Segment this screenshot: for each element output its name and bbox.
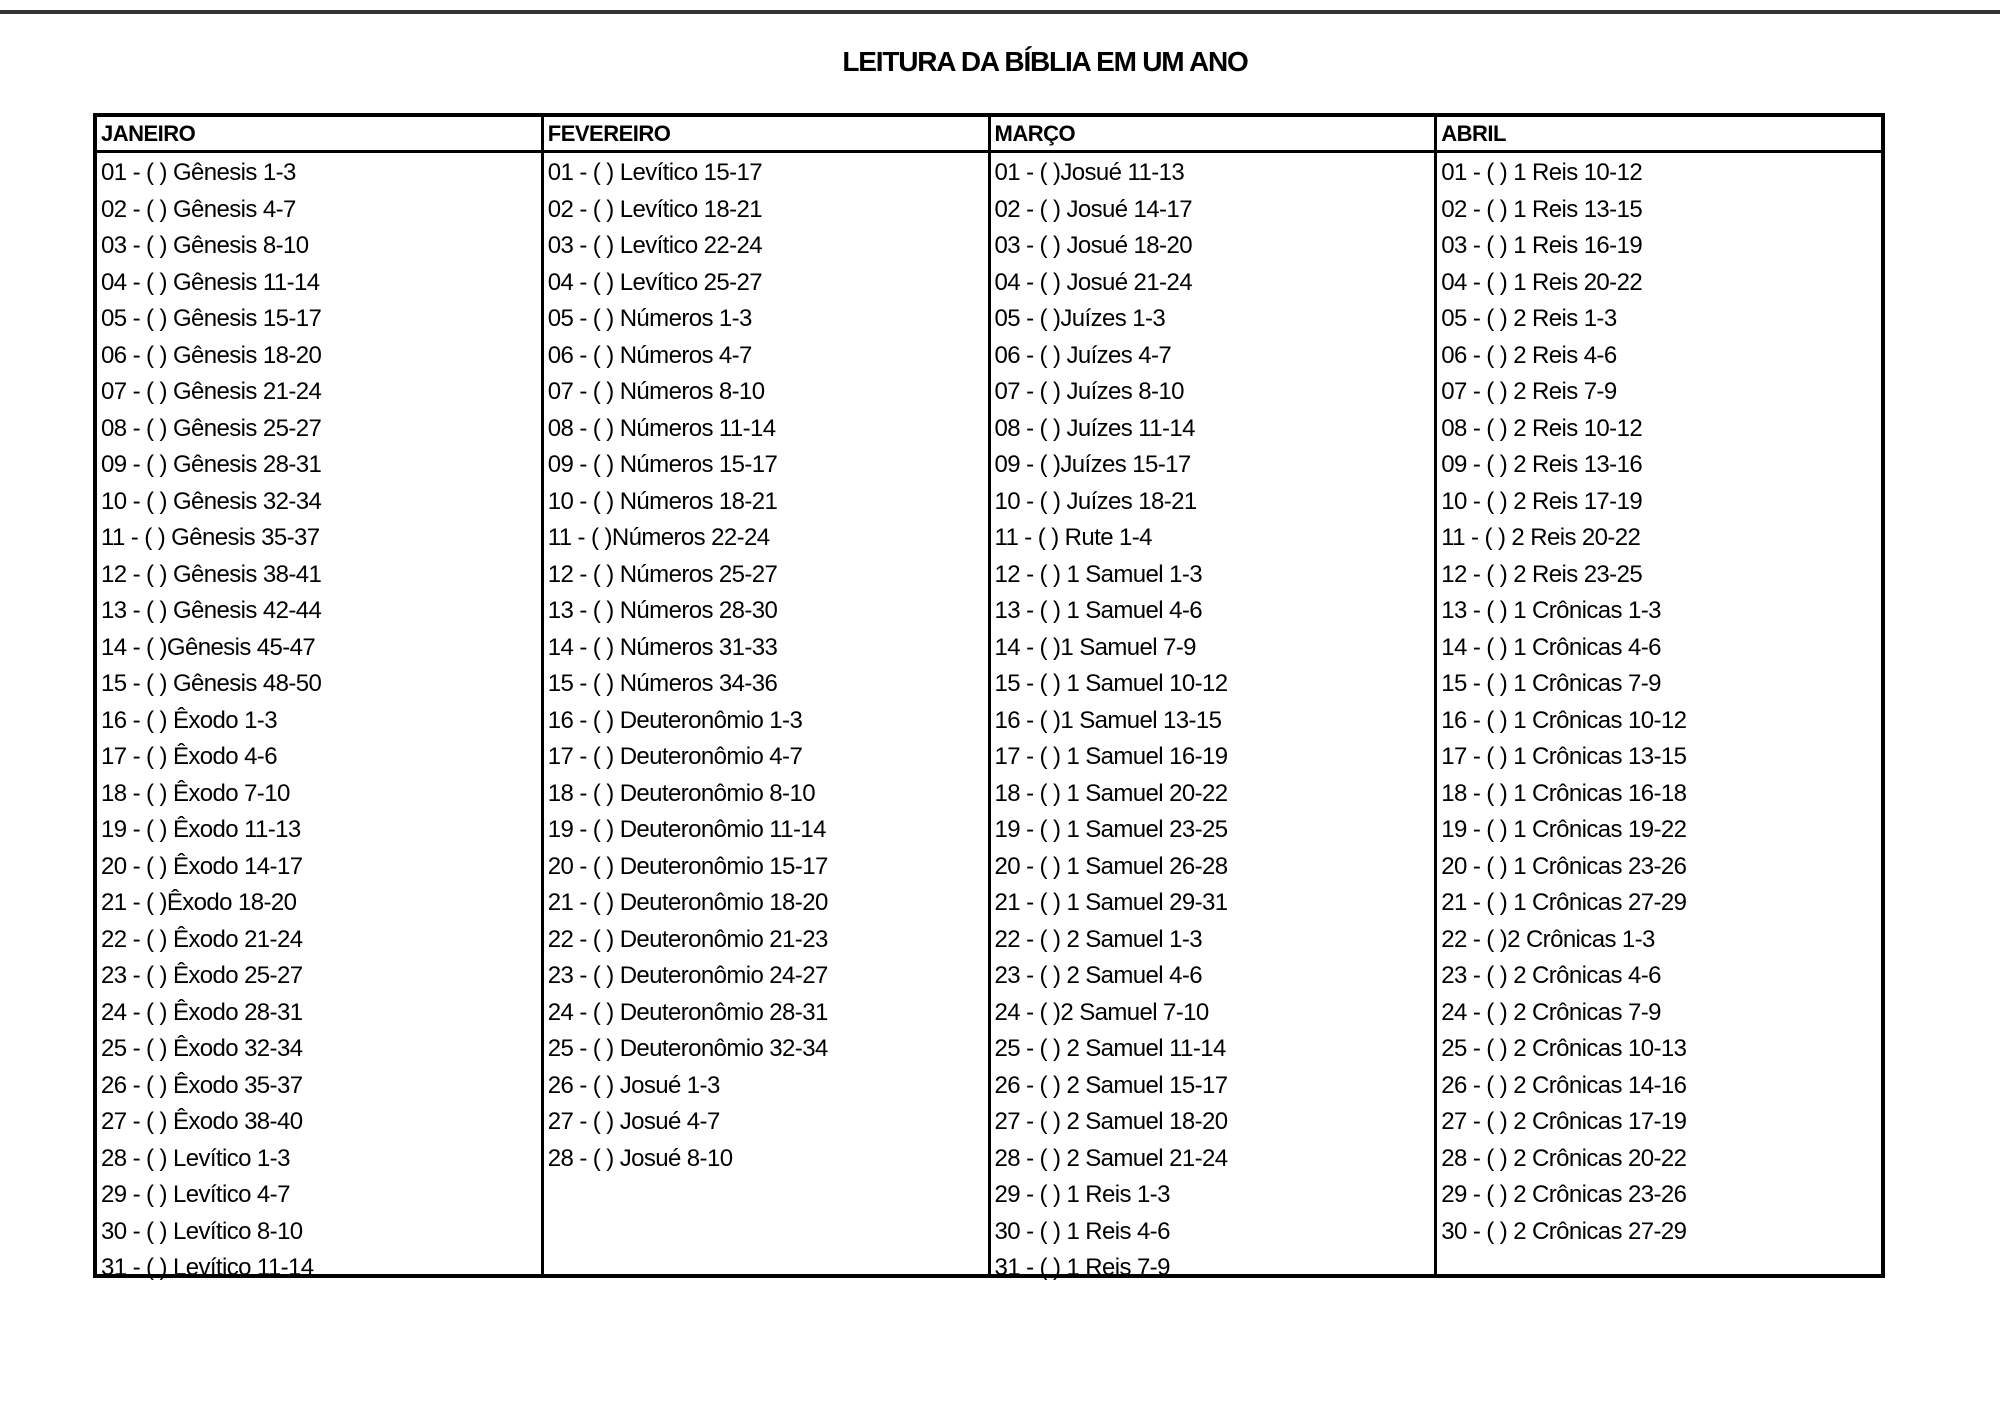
reading-entry: 23 - ( ) Êxodo 25-27 [101, 962, 303, 989]
reading-entry: 08 - ( ) Gênesis 25-27 [101, 414, 322, 442]
reading-entry: 22 - ( ) Êxodo 21-24 [101, 925, 303, 953]
reading-entry: 18 - ( ) 1 Samuel 20-22 [994, 779, 1228, 807]
reading-entry: 18 - ( ) Deuteronômio 8-10 [547, 779, 815, 807]
reading-entry: 29 - ( ) 1 Reis 1-3 [994, 1181, 1170, 1208]
reading-entry: 15 - ( ) Números 34-36 [547, 670, 778, 697]
reading-entry: 17 - ( ) 1 Samuel 16-19 [994, 743, 1228, 770]
reading-entry: 14 - ( )Gênesis 45-47 [101, 633, 316, 661]
reading-entry: 30 - ( ) 2 Crônicas 27-29 [1441, 1217, 1687, 1245]
reading-entry: 09 - ( )Juízes 15-17 [994, 451, 1191, 478]
reading-entry: 18 - ( ) 1 Crônicas 16-18 [1441, 779, 1687, 807]
reading-entry: 11 - ( ) 2 Reis 20-22 [1441, 524, 1641, 551]
reading-entry: 02 - ( ) 1 Reis 13-15 [1441, 195, 1643, 223]
reading-entry: 12 - ( ) Números 25-27 [547, 560, 778, 588]
reading-entry: 14 - ( ) 1 Crônicas 4-6 [1441, 633, 1661, 661]
reading-entry: 03 - ( ) 1 Reis 16-19 [1441, 232, 1643, 259]
reading-entry: 07 - ( ) 2 Reis 7-9 [1441, 378, 1617, 405]
reading-entry: 27 - ( ) 2 Samuel 18-20 [994, 1108, 1228, 1135]
reading-entry: 13 - ( ) Gênesis 42-44 [101, 597, 322, 624]
reading-entry: 12 - ( ) Gênesis 38-41 [101, 560, 322, 588]
reading-entry: 10 - ( ) Gênesis 32-34 [101, 487, 322, 515]
reading-entry: 01 - ( ) 1 Reis 10-12 [1441, 159, 1643, 186]
reading-plan-table [93, 113, 1885, 1281]
reading-entry: 25 - ( ) Deuteronômio 32-34 [547, 1035, 828, 1062]
reading-entry: 04 - ( ) Gênesis 11-14 [101, 268, 320, 296]
reading-entry: 09 - ( ) Gênesis 28-31 [101, 451, 322, 478]
reading-entry: 07 - ( ) Números 8-10 [547, 378, 765, 405]
reading-entry: 24 - ( ) Deuteronômio 28-31 [547, 998, 828, 1026]
reading-entry: 08 - ( ) Juízes 11-14 [994, 414, 1195, 442]
reading-entry: 22 - ( )2 Crônicas 1-3 [1441, 925, 1655, 953]
reading-entry: 25 - ( ) 2 Samuel 11-14 [994, 1035, 1226, 1062]
month-header: JANEIRO [97, 117, 541, 153]
reading-entry: 21 - ( ) 1 Crônicas 27-29 [1441, 889, 1687, 916]
month-column-fevereiro [544, 117, 991, 1274]
reading-entry: 09 - ( ) Números 15-17 [547, 451, 778, 478]
reading-entry: 19 - ( ) Êxodo 11-13 [101, 816, 301, 843]
reading-entry: 28 - ( ) Levítico 1-3 [101, 1144, 290, 1172]
reading-entry: 08 - ( ) 2 Reis 10-12 [1441, 414, 1643, 442]
reading-entry: 23 - ( ) Deuteronômio 24-27 [547, 962, 828, 989]
reading-entry: 08 - ( ) Números 11-14 [547, 414, 776, 442]
month-entries [97, 153, 541, 1287]
reading-entry: 21 - ( )Êxodo 18-20 [101, 889, 297, 916]
reading-entry: 10 - ( ) 2 Reis 17-19 [1441, 487, 1643, 515]
reading-entry: 20 - ( ) Deuteronômio 15-17 [547, 852, 828, 880]
month-column-janeiro [97, 117, 544, 1281]
reading-entry: 11 - ( ) Gênesis 35-37 [101, 524, 320, 551]
reading-entry: 13 - ( ) 1 Crônicas 1-3 [1441, 597, 1661, 624]
reading-entry: 06 - ( ) Juízes 4-7 [994, 341, 1172, 369]
reading-entry: 09 - ( ) 2 Reis 13-16 [1441, 451, 1643, 478]
reading-entry: 06 - ( ) Números 4-7 [547, 341, 752, 369]
reading-entry: 19 - ( ) 1 Crônicas 19-22 [1441, 816, 1687, 843]
month-entries [544, 153, 988, 1177]
reading-entry: 24 - ( )2 Samuel 7-10 [994, 998, 1209, 1026]
reading-entry: 17 - ( ) Êxodo 4-6 [101, 743, 277, 770]
reading-entry: 17 - ( ) Deuteronômio 4-7 [547, 743, 803, 770]
reading-entry: 28 - ( ) 2 Crônicas 20-22 [1441, 1144, 1687, 1172]
month-header: ABRIL [1437, 117, 1881, 153]
reading-entry: 03 - ( ) Josué 18-20 [994, 232, 1192, 259]
reading-entry: 12 - ( ) 2 Reis 23-25 [1441, 560, 1643, 588]
reading-entry: 20 - ( ) 1 Samuel 26-28 [994, 852, 1228, 880]
reading-entry: 02 - ( ) Levítico 18-21 [547, 195, 763, 223]
reading-entry: 15 - ( ) 1 Crônicas 7-9 [1441, 670, 1661, 697]
reading-entry: 19 - ( ) Deuteronômio 11-14 [547, 816, 826, 843]
reading-entry: 27 - ( ) Josué 4-7 [547, 1108, 720, 1135]
reading-entry: 21 - ( ) 1 Samuel 29-31 [994, 889, 1228, 916]
month-entries [991, 153, 1435, 1287]
reading-entry: 25 - ( ) Êxodo 32-34 [101, 1035, 303, 1062]
month-entries [1437, 153, 1881, 1250]
reading-entry: 05 - ( ) Gênesis 15-17 [101, 305, 322, 332]
reading-entry: 31 - ( ) Levítico 11-14 [101, 1254, 314, 1281]
reading-entry: 26 - ( ) Josué 1-3 [547, 1071, 720, 1099]
reading-entry: 21 - ( ) Deuteronômio 18-20 [547, 889, 828, 916]
reading-entry: 14 - ( )1 Samuel 7-9 [994, 633, 1196, 661]
reading-entry: 06 - ( ) Gênesis 18-20 [101, 341, 322, 369]
reading-entry: 11 - ( )Números 22-24 [547, 524, 770, 551]
reading-entry: 15 - ( ) Gênesis 48-50 [101, 670, 322, 697]
month-column-marco [991, 117, 1438, 1281]
reading-entry: 01 - ( ) Gênesis 1-3 [101, 159, 296, 186]
reading-entry: 20 - ( ) Êxodo 14-17 [101, 852, 303, 880]
document-title: LEITURA DA BÍBLIA EM UM ANO [842, 46, 1248, 77]
reading-entry: 13 - ( ) 1 Samuel 4-6 [994, 597, 1202, 624]
reading-entry: 27 - ( ) Êxodo 38-40 [101, 1108, 303, 1135]
reading-entry: 11 - ( ) Rute 1-4 [994, 524, 1152, 551]
reading-entry: 05 - ( )Juízes 1-3 [994, 305, 1166, 332]
reading-entry: 28 - ( ) Josué 8-10 [547, 1144, 733, 1172]
reading-entry: 23 - ( ) 2 Samuel 4-6 [994, 962, 1202, 989]
reading-entry: 16 - ( ) Êxodo 1-3 [101, 706, 277, 734]
reading-entry: 10 - ( ) Juízes 18-21 [994, 487, 1197, 515]
reading-entry: 06 - ( ) 2 Reis 4-6 [1441, 341, 1617, 369]
reading-entry: 04 - ( ) 1 Reis 20-22 [1441, 268, 1643, 296]
reading-entry: 24 - ( ) 2 Crônicas 7-9 [1441, 998, 1661, 1026]
reading-entry: 07 - ( ) Gênesis 21-24 [101, 378, 322, 405]
month-header: MARÇO [991, 117, 1435, 153]
month-header: FEVEREIRO [544, 117, 988, 153]
reading-entry: 26 - ( ) 2 Samuel 15-17 [994, 1071, 1228, 1099]
reading-entry: 29 - ( ) Levítico 4-7 [101, 1181, 290, 1208]
reading-entry: 07 - ( ) Juízes 8-10 [994, 378, 1184, 405]
reading-entry: 26 - ( ) Êxodo 35-37 [101, 1071, 303, 1099]
reading-entry: 10 - ( ) Números 18-21 [547, 487, 778, 515]
reading-entry: 13 - ( ) Números 28-30 [547, 597, 778, 624]
reading-entry: 16 - ( ) Deuteronômio 1-3 [547, 706, 803, 734]
reading-entry: 18 - ( ) Êxodo 7-10 [101, 779, 290, 807]
reading-entry: 29 - ( ) 2 Crônicas 23-26 [1441, 1181, 1687, 1208]
reading-entry: 03 - ( ) Levítico 22-24 [547, 232, 763, 259]
reading-entry: 05 - ( ) 2 Reis 1-3 [1441, 305, 1617, 332]
reading-entry: 02 - ( ) Gênesis 4-7 [101, 195, 296, 223]
reading-entry: 25 - ( ) 2 Crônicas 10-13 [1441, 1035, 1687, 1062]
reading-entry: 01 - ( ) Levítico 15-17 [547, 159, 763, 186]
month-column-abril [1437, 117, 1881, 1274]
reading-entry: 16 - ( ) 1 Crônicas 10-12 [1441, 706, 1687, 734]
reading-entry: 22 - ( ) 2 Samuel 1-3 [994, 925, 1202, 953]
reading-entry: 04 - ( ) Levítico 25-27 [547, 268, 763, 296]
reading-entry: 19 - ( ) 1 Samuel 23-25 [994, 816, 1228, 843]
reading-entry: 04 - ( ) Josué 21-24 [994, 268, 1192, 296]
reading-entry: 14 - ( ) Números 31-33 [547, 633, 778, 661]
page-top-border [0, 10, 2000, 14]
reading-entry: 23 - ( ) 2 Crônicas 4-6 [1441, 962, 1661, 989]
reading-entry: 28 - ( ) 2 Samuel 21-24 [994, 1144, 1228, 1172]
reading-entry: 05 - ( ) Números 1-3 [547, 305, 752, 332]
reading-entry: 17 - ( ) 1 Crônicas 13-15 [1441, 743, 1687, 770]
reading-entry: 02 - ( ) Josué 14-17 [994, 195, 1192, 223]
reading-entry: 20 - ( ) 1 Crônicas 23-26 [1441, 852, 1687, 880]
reading-entry: 22 - ( ) Deuteronômio 21-23 [547, 925, 828, 953]
reading-entry: 30 - ( ) Levítico 8-10 [101, 1217, 303, 1245]
reading-entry: 24 - ( ) Êxodo 28-31 [101, 998, 303, 1026]
reading-entry: 31 - ( ) 1 Reis 7-9 [994, 1254, 1170, 1281]
reading-entry: 26 - ( ) 2 Crônicas 14-16 [1441, 1071, 1687, 1099]
reading-entry: 12 - ( ) 1 Samuel 1-3 [994, 560, 1202, 588]
reading-entry: 15 - ( ) 1 Samuel 10-12 [994, 670, 1228, 697]
reading-entry: 27 - ( ) 2 Crônicas 17-19 [1441, 1108, 1687, 1135]
reading-entry: 03 - ( ) Gênesis 8-10 [101, 232, 309, 259]
reading-entry: 30 - ( ) 1 Reis 4-6 [994, 1217, 1170, 1245]
reading-entry: 01 - ( )Josué 11-13 [994, 159, 1185, 186]
reading-entry: 16 - ( )1 Samuel 13-15 [994, 706, 1222, 734]
